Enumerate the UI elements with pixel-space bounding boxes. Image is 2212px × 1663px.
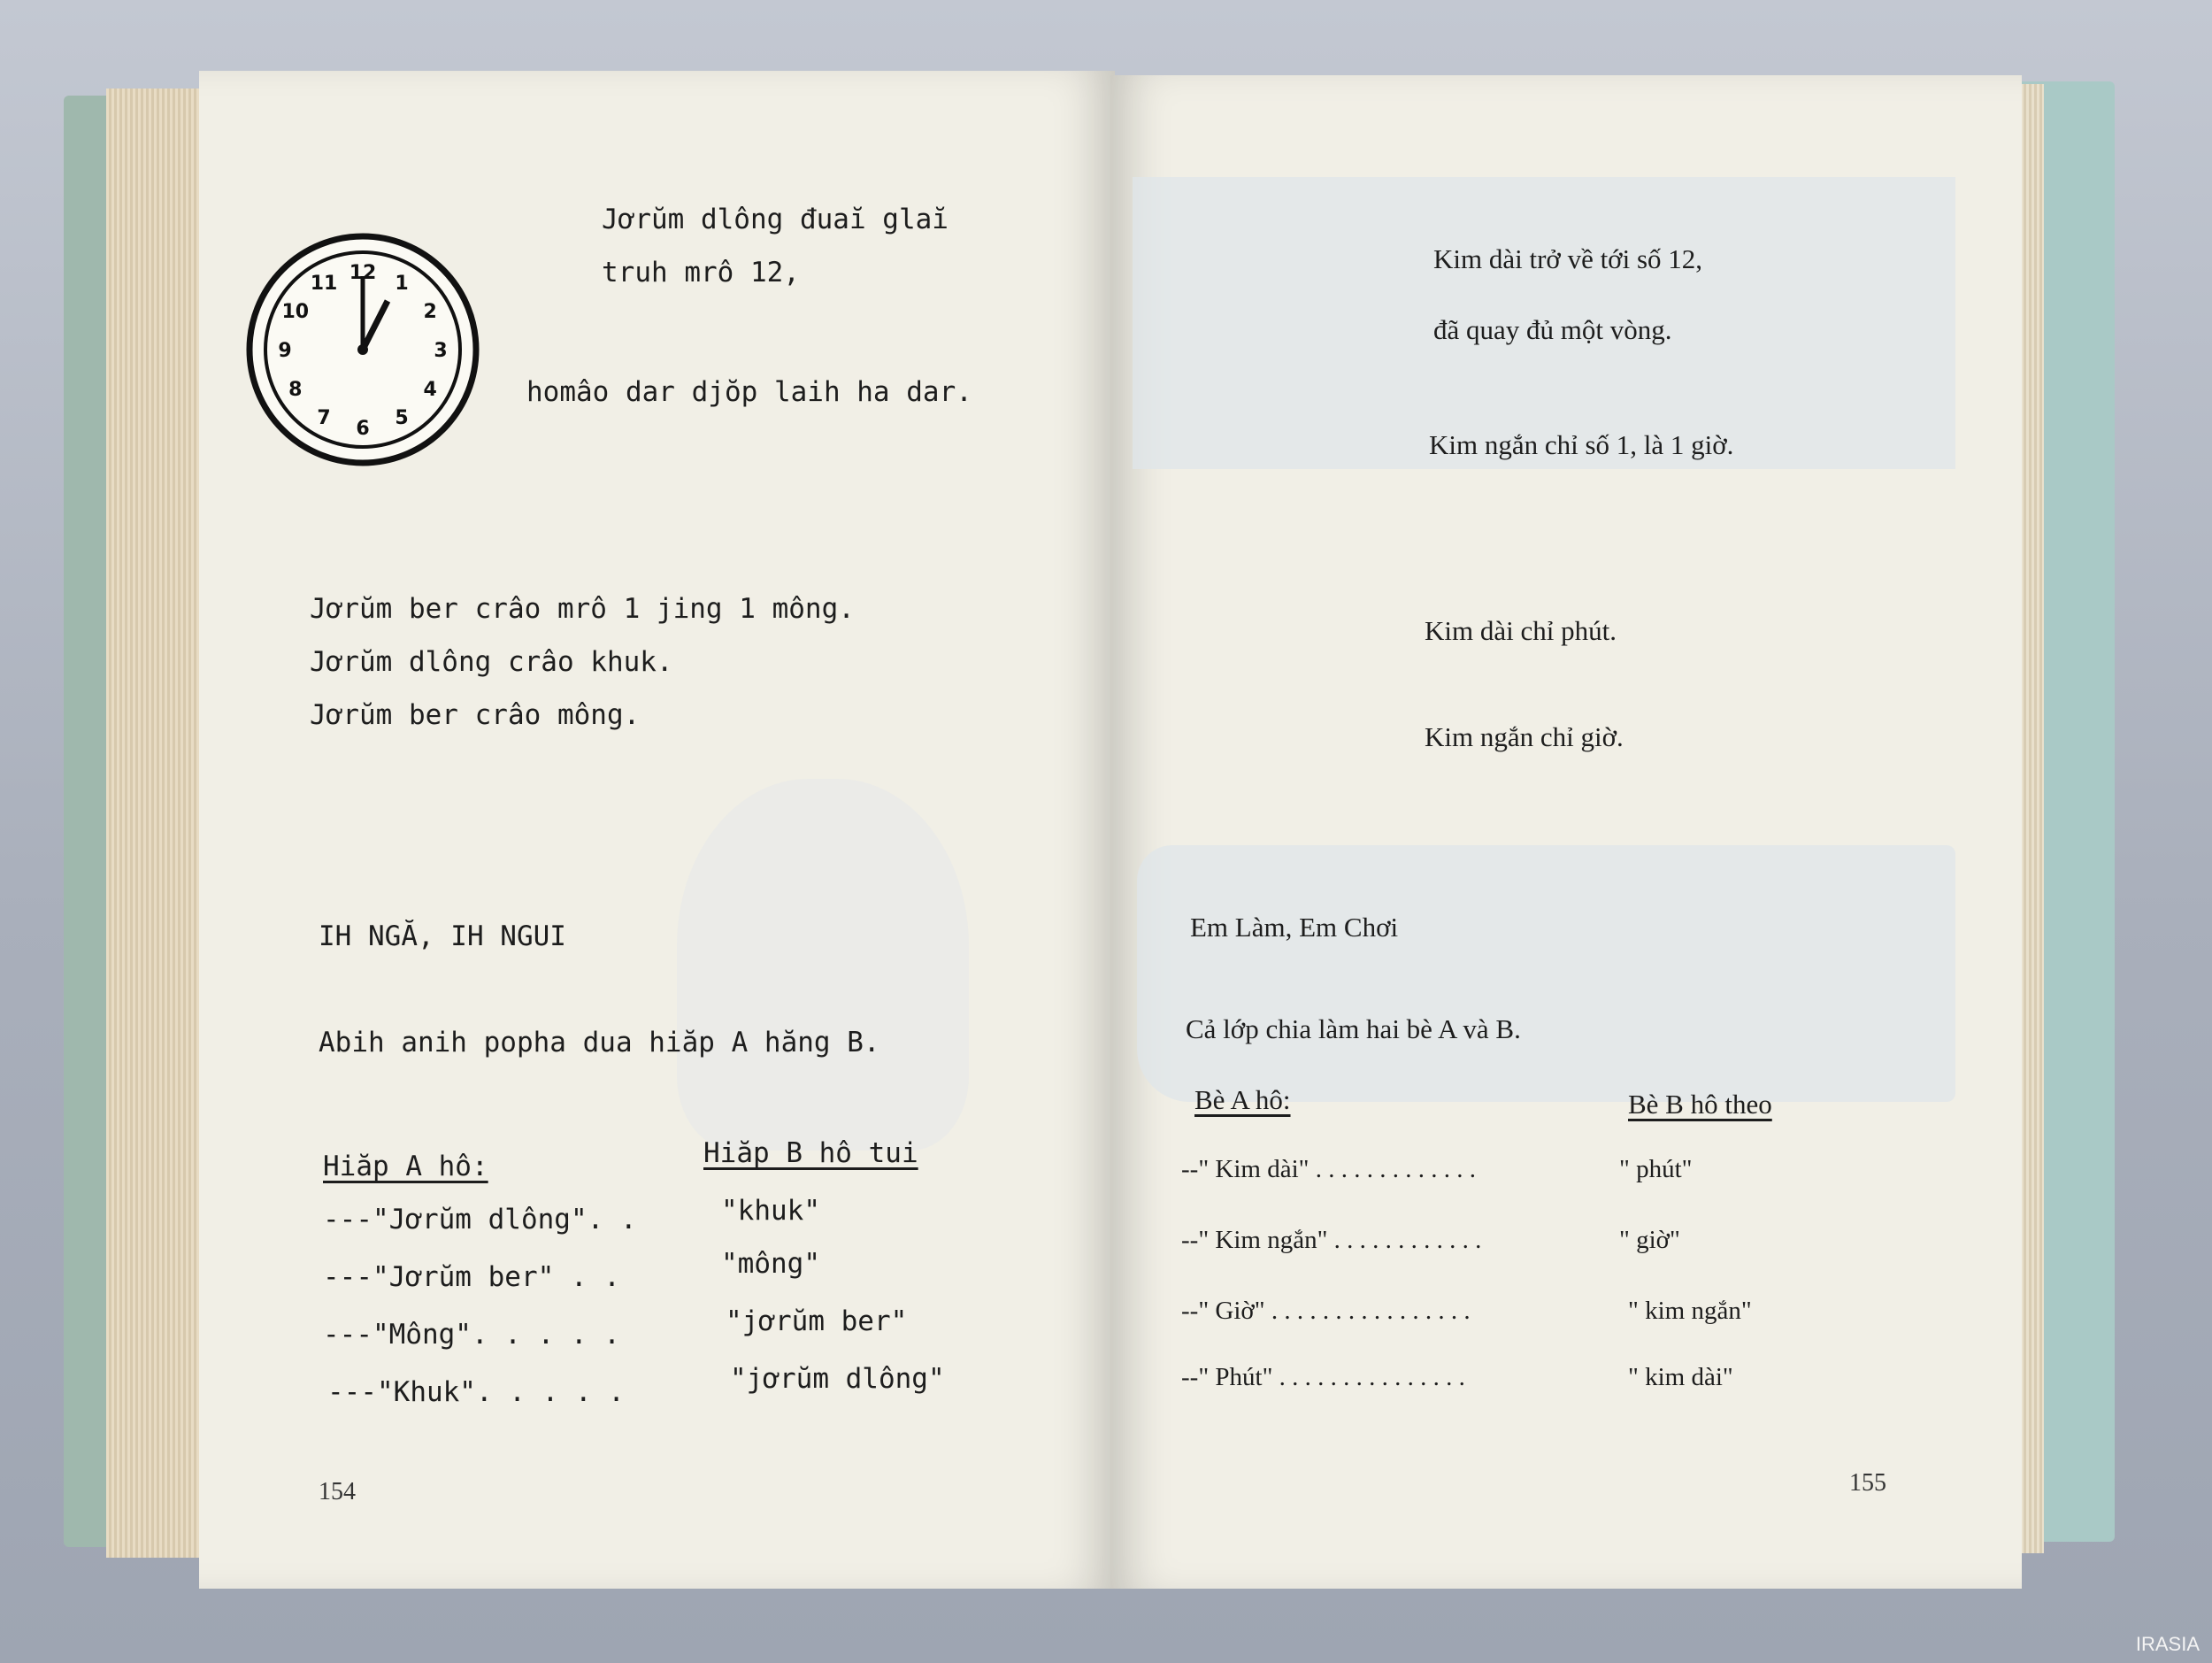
column-a-header: Bè A hô: [1194, 1084, 1291, 1115]
hands-text-line-2: Kim ngắn chỉ giờ. [1425, 721, 1624, 752]
clock-number: 11 [310, 272, 338, 295]
pair-a-2: ---"Jơrŭm ber" . . [323, 1261, 620, 1293]
pair-a-3: ---"Mông". . . . . [323, 1319, 620, 1351]
clock-number: 3 [434, 340, 448, 362]
pair-a-1: --" Kim dài" . . . . . . . . . . . . . [1181, 1155, 1476, 1183]
definition-line-2: Jơrŭm dlông crâo khuk. [310, 646, 673, 678]
definition-line-1: Jơrŭm ber crâo mrô 1 jing 1 mông. [310, 593, 855, 625]
pair-b-3: "jơrŭm ber" [726, 1305, 908, 1337]
pair-a-2: --" Kim ngắn" . . . . . . . . . . . . [1181, 1226, 1482, 1254]
pair-b-1: " phút" [1619, 1155, 1693, 1183]
pair-a-4: ---"Khuk". . . . . [327, 1376, 625, 1408]
clock-number: 5 [395, 407, 409, 430]
game-intro: Cả lớp chia làm hai bè A và B. [1186, 1013, 1521, 1044]
pair-b-3: " kim ngắn" [1628, 1297, 1752, 1325]
page-number: 155 [1849, 1469, 1886, 1497]
pair-a-1: ---"Jơrŭm dlông". . [323, 1204, 637, 1236]
clock-illustration [243, 230, 482, 469]
clock-number: 10 [281, 301, 310, 323]
clock-number: 6 [356, 418, 370, 440]
pair-a-3: --" Giờ" . . . . . . . . . . . . . . . . [1181, 1297, 1471, 1325]
clock-number: 12 [349, 262, 377, 284]
clock-text-line-3: Kim ngắn chỉ số 1, là 1 giờ. [1429, 429, 1734, 460]
game-intro: Abih anih popha dua hiăp A hăng B. [319, 1027, 880, 1059]
clock-text-line-2: đã quay đủ một vòng. [1433, 314, 1672, 345]
clock-caption-line-3: homâo dar djŏp laih ha dar. [526, 376, 972, 408]
clock-number: 4 [423, 379, 437, 401]
game-title: IH NGĂ, IH NGUI [319, 920, 566, 952]
page-stack-left [106, 89, 212, 1558]
pair-b-4: "jơrŭm dlông" [730, 1363, 945, 1395]
page-number: 154 [319, 1478, 356, 1505]
left-page [199, 71, 1115, 1589]
pair-b-1: "khuk" [721, 1195, 820, 1227]
pair-b-2: "mông" [721, 1248, 820, 1280]
clock-number: 2 [423, 301, 437, 323]
watermark: IRASIA [2135, 1633, 2200, 1655]
game-title: Em Làm, Em Chơi [1190, 912, 1399, 943]
pair-b-4: " kim dài" [1628, 1363, 1733, 1391]
show-through-illustration [677, 779, 969, 1151]
clock-number: 9 [278, 340, 292, 362]
clock-number: 8 [288, 379, 303, 401]
clock-caption-line-2: truh mrô 12, [602, 257, 800, 289]
clock-number: 7 [317, 407, 331, 430]
clock-text-line-1: Kim dài trở về tới số 12, [1433, 243, 1703, 274]
hands-text-line-1: Kim dài chỉ phút. [1425, 615, 1617, 646]
show-through-clock-strip-bottom [1137, 845, 1955, 1102]
clock-number: 1 [395, 272, 409, 295]
right-page [1110, 75, 2022, 1589]
column-a-header: Hiăp A hô: [323, 1151, 488, 1182]
column-b-header: Hiăp B hô tui [703, 1137, 918, 1169]
pair-a-4: --" Phút" . . . . . . . . . . . . . . . [1181, 1363, 1465, 1391]
column-b-header: Bè B hô theo [1628, 1089, 1772, 1120]
definition-line-3: Jơrŭm ber crâo mông. [310, 699, 641, 731]
clock-caption-line-1: Jơrŭm dlông đuaĭ glaĭ [602, 204, 949, 235]
pair-b-2: " giờ" [1619, 1226, 1680, 1254]
